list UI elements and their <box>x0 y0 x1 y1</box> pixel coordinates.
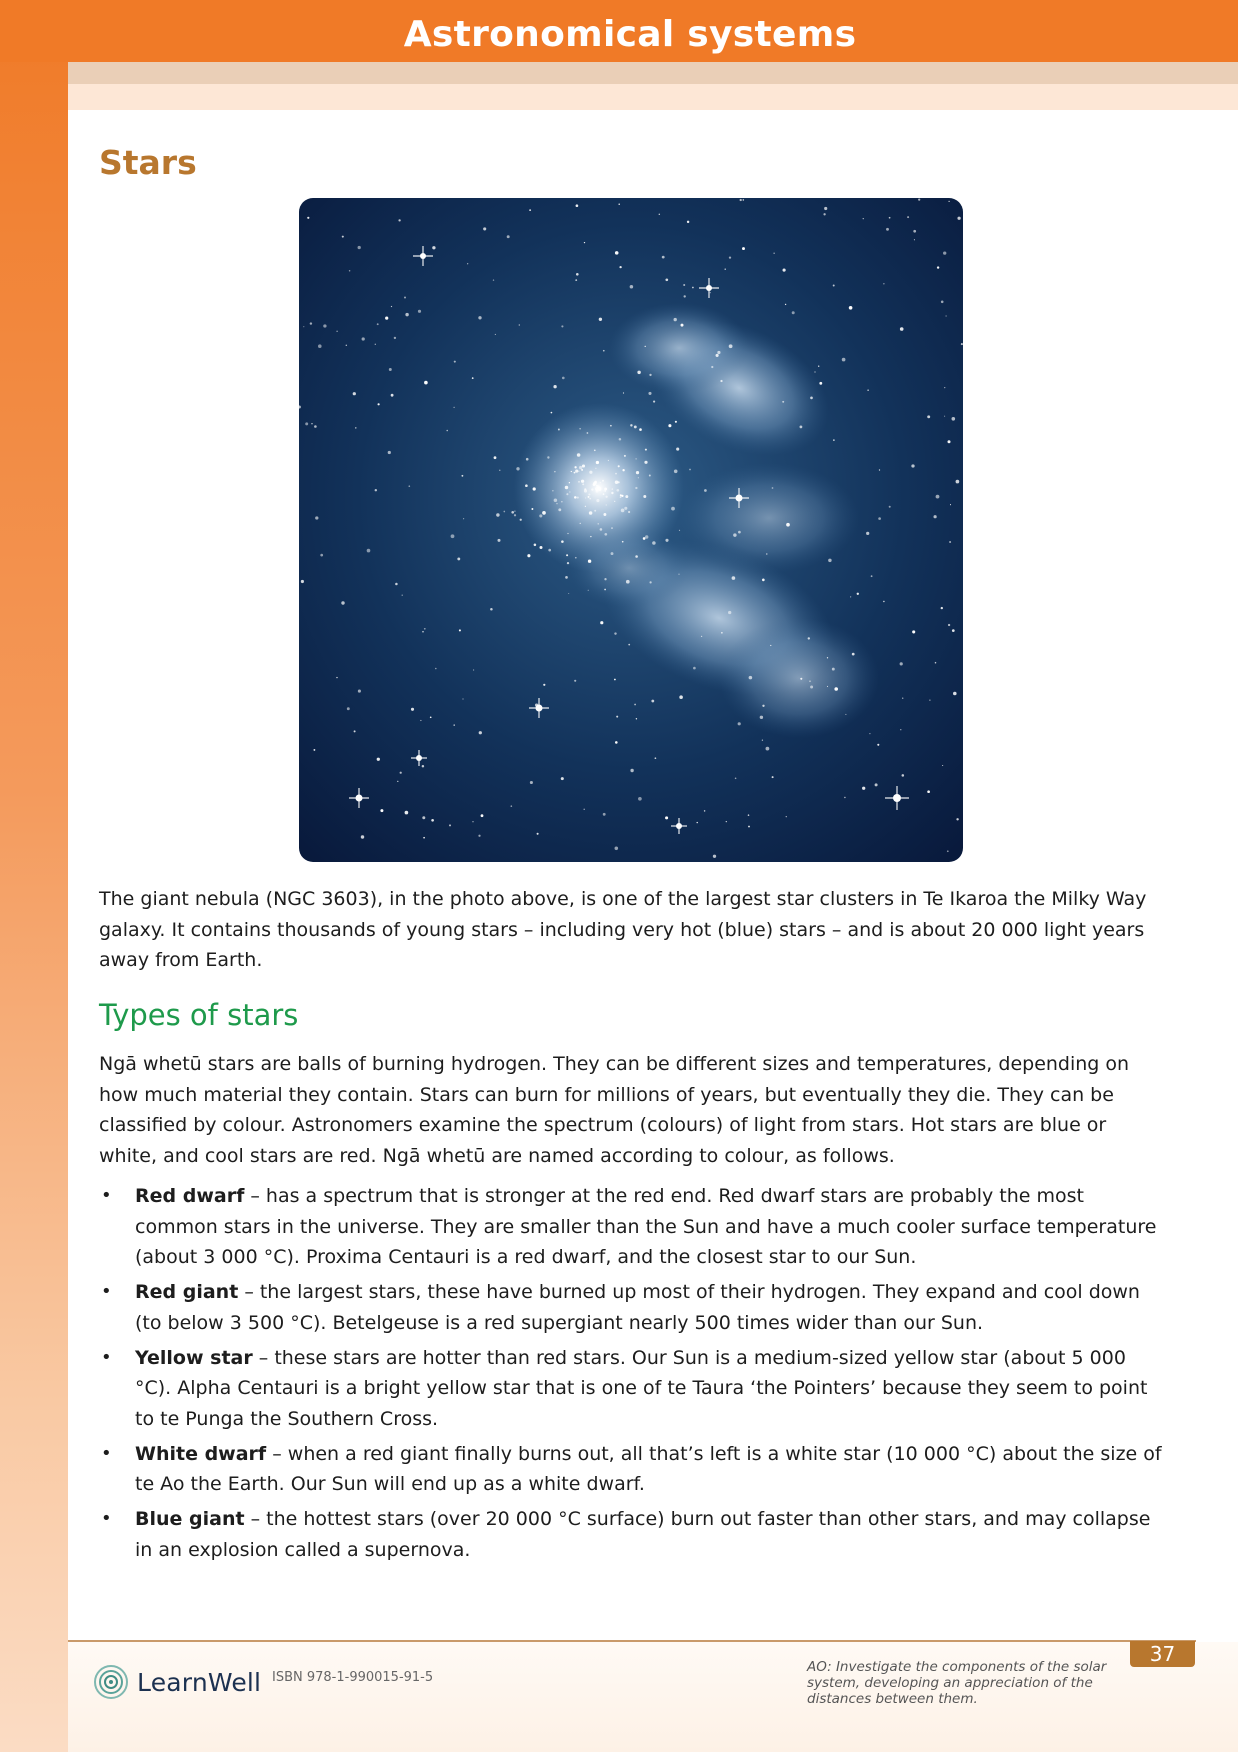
types-intro-paragraph: Ngā whetū stars are balls of burning hydrogen. They can be different sizes and temperatures, depending on how much material they contain. Stars can burn for millions of years, but eventually they die. They can be classified by colour. Astronomers examine the spectrum (colours) of light from stars. Hot stars are blue or white, and cool stars are red. Ngā whetū are named according to colour, as follows. <box>99 1053 1130 1167</box>
nebula-photo <box>299 198 963 862</box>
bullet-icon: • <box>101 1281 112 1302</box>
types-of-stars-heading: Types of stars <box>99 998 299 1032</box>
learnwell-logo <box>93 1662 261 1702</box>
footer-divider <box>68 1640 1196 1642</box>
bullet-icon: • <box>101 1442 112 1464</box>
list-item-white-dwarf <box>99 1439 1165 1500</box>
isbn-text: ISBN 978-1-990015-91-5 <box>272 1670 434 1685</box>
desc-white-dwarf: – when a red giant finally burns out, all that’s left is a white star (10 000 °C) about the size of te Ao the Earth. Our Sun will end up as a white dwarf. <box>135 1442 1162 1495</box>
term-red-giant: Red giant <box>135 1281 239 1303</box>
bullet-icon: • <box>101 1346 112 1368</box>
logo-text: LearnWell <box>137 1667 262 1697</box>
term-red-dwarf: Red dwarf <box>135 1185 245 1207</box>
header-strip <box>68 62 1238 84</box>
bullet-icon: • <box>101 1508 112 1529</box>
achievement-objective: AO: Investigate the components of the solar system, developing an appreciation of the distances between them. <box>807 1659 1107 1707</box>
page-header-title: Astronomical systems <box>403 14 857 55</box>
header-band <box>0 0 1238 62</box>
list-item-blue-giant <box>99 1504 1165 1565</box>
desc-blue-giant: – the hottest stars (over 20 000 °C surface) burn out faster than other stars, and may collapse in an explosion called a supernova. <box>135 1508 1151 1561</box>
photo-caption: The giant nebula (NGC 3603), in the photo above, is one of the largest star clusters in Te Ikaroa the Milky Way galaxy. It contains thousands of young stars – including very hot (blue) stars – and is about 20 000 light years away from Earth. <box>99 888 1147 971</box>
bullet-icon: • <box>101 1185 112 1206</box>
desc-red-giant: – the largest stars, these have burned up most of their hydrogen. They expand and cool down (to below 3 500 °C). Betelgeuse is a red supergiant nearly 500 times wider than our Sun. <box>135 1281 1140 1334</box>
desc-red-dwarf: – has a spectrum that is stronger at the red end. Red dwarf stars are probably the most common stars in the universe. They are smaller than the Sun and have a much cooler surface temperature (about 3 000 °C). Proxima Centauri is a red dwarf, and the closest star to our Sun. <box>135 1185 1157 1268</box>
list-item-red-dwarf <box>99 1181 1165 1273</box>
page-number: 37 <box>1130 1641 1195 1667</box>
term-blue-giant: Blue giant <box>135 1508 245 1530</box>
desc-yellow-star: – these stars are hotter than red stars. Our Sun is a medium-sized yellow star (about 5 000 °C). Alpha Centauri is a bright yellow star that is one of te Taura ‘the Pointers’ because they seem to point to te Punga the Southern Cross. <box>135 1346 1148 1430</box>
term-yellow-star: Yellow star <box>135 1346 253 1369</box>
header-strip-light <box>68 84 1238 110</box>
term-white-dwarf: White dwarf <box>135 1442 267 1465</box>
star-types-list <box>99 1181 1165 1570</box>
section-title: Stars <box>99 143 197 182</box>
left-color-band <box>0 0 68 1752</box>
list-item-red-giant <box>99 1277 1165 1338</box>
spiral-logo-icon <box>93 1664 129 1700</box>
nebula-illustration <box>299 198 963 862</box>
list-item-yellow-star <box>99 1343 1165 1435</box>
